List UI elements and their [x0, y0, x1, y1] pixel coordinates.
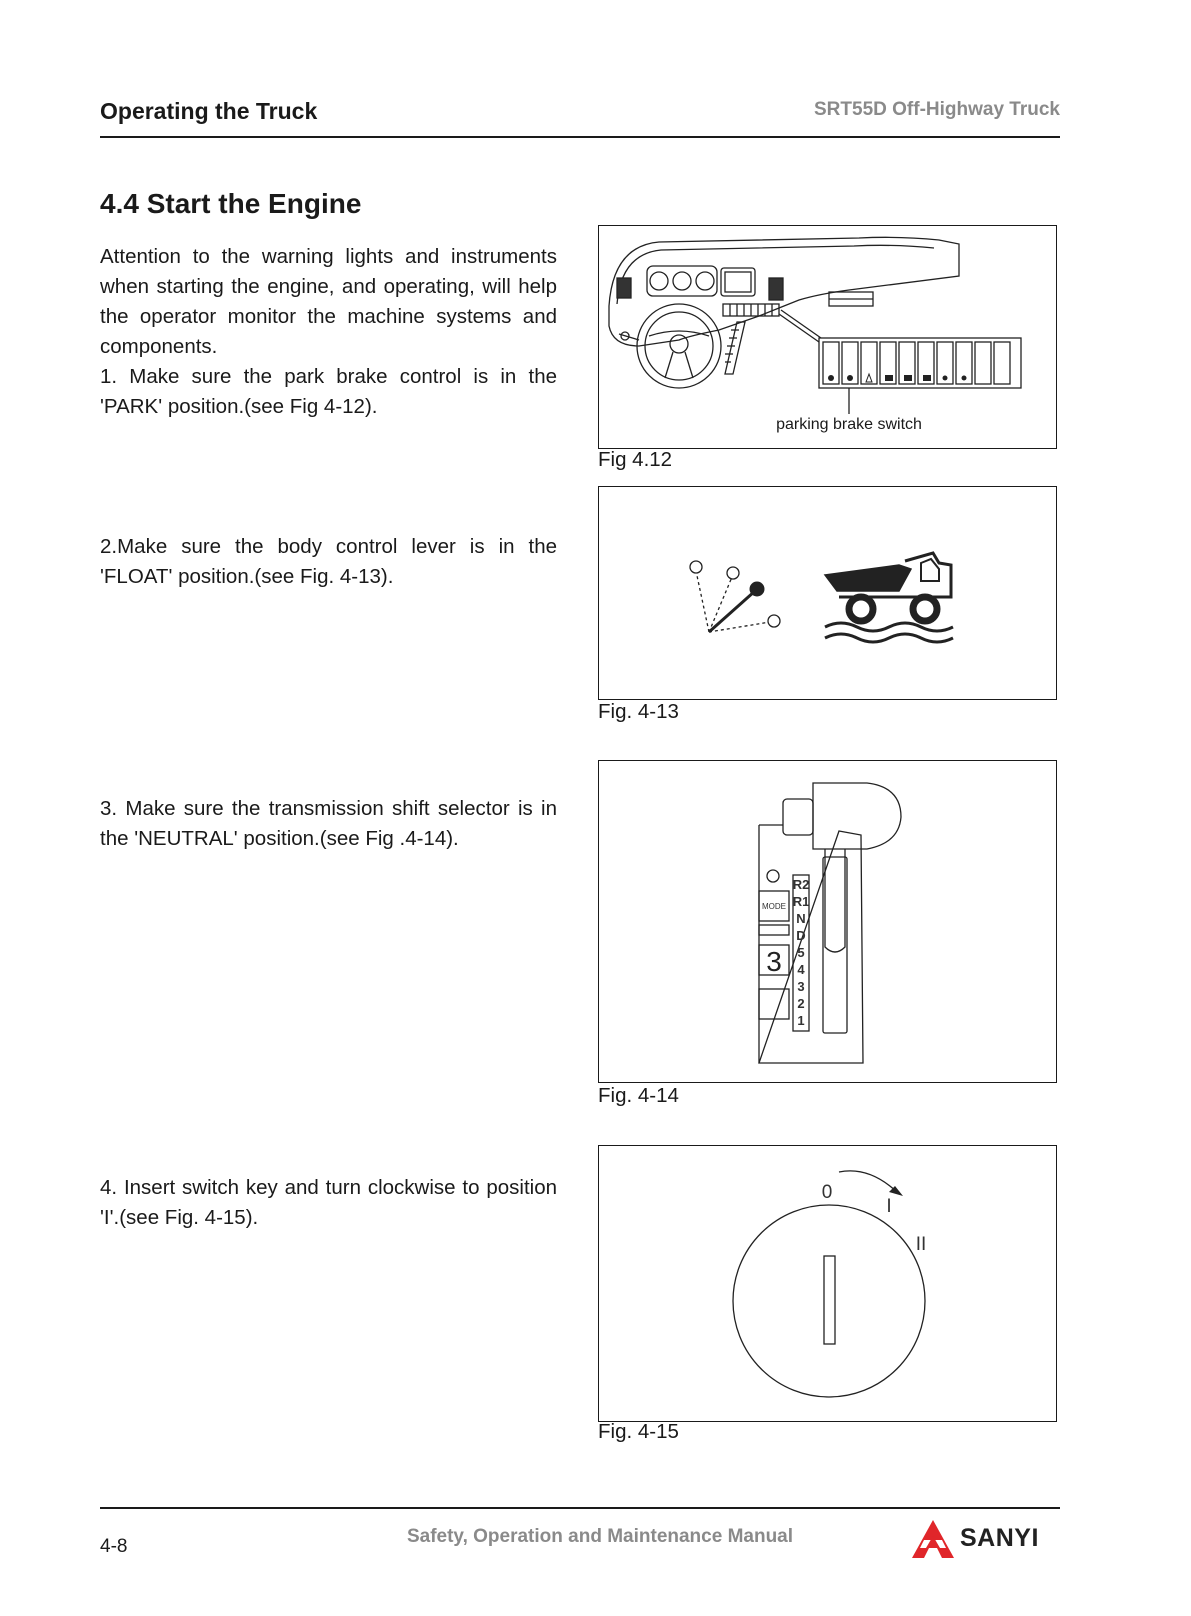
sanyi-logo: [910, 1518, 1060, 1562]
figure-4-14-caption: Fig. 4-14: [598, 1084, 679, 1107]
gear-2-label: 2: [797, 996, 805, 1011]
step-1-block: [100, 242, 557, 422]
sanyi-logo-text: SANYI: [960, 1524, 1039, 1552]
gear-display: 3: [766, 946, 782, 977]
footer-manual-title: Safety, Operation and Maintenance Manual: [406, 1526, 794, 1547]
parking-brake-switch-label: parking brake switch: [776, 416, 922, 433]
step-3-block: [100, 794, 557, 854]
step-2-block: [100, 532, 557, 592]
page-number: 4-8: [100, 1536, 128, 1557]
step-2-text: 2.Make sure the body control lever is in the 'FLOAT' position.(see Fig. 4-13).: [100, 535, 557, 588]
gear-5-label: 5: [797, 945, 805, 960]
gear-r1-label: R1: [792, 894, 810, 909]
shift-selector-illustration: [599, 761, 1056, 1082]
step-4-block: [100, 1173, 557, 1233]
figure-4-15: [598, 1145, 1057, 1422]
gear-1-label: 1: [797, 1013, 805, 1028]
dashboard-illustration: [599, 226, 1056, 448]
float-position-illustration: [599, 487, 1056, 699]
header-rule: [100, 136, 1060, 138]
mode-button-label: MODE: [762, 902, 786, 911]
key-position-I: I: [886, 1196, 892, 1217]
gear-r2-label: R2: [792, 877, 810, 892]
footer-rule: [100, 1507, 1060, 1509]
header-product-name: SRT55D Off-Highway Truck: [814, 99, 1060, 120]
gear-4-label: 4: [797, 962, 805, 977]
sanyi-logo-icon: [910, 1518, 956, 1562]
figure-4-13-caption: Fig. 4-13: [598, 700, 679, 723]
step-1-text: 1. Make sure the park brake control is in the 'PARK' position.(see Fig 4-12).: [100, 365, 557, 418]
figure-4-13: [598, 486, 1057, 700]
key-switch-illustration: [599, 1146, 1056, 1421]
step-3-text: 3. Make sure the transmission shift selector is in the 'NEUTRAL' position.(see Fig .4-14).: [100, 797, 557, 850]
figure-4-12-caption: Fig 4.12: [598, 448, 673, 471]
header-section-title: Operating the Truck: [100, 98, 318, 124]
key-position-II: II: [915, 1234, 927, 1255]
gear-n-label: N: [796, 911, 806, 926]
intro-paragraph: Attention to the warning lights and instruments when starting the engine, and operating, will help the operator monitor the machine systems and components.: [100, 245, 557, 358]
section-title: 4.4 Start the Engine: [100, 188, 362, 219]
figure-4-12: [598, 225, 1057, 449]
gear-d-label: D: [796, 928, 806, 943]
gear-3-label: 3: [797, 979, 805, 994]
key-position-0: 0: [821, 1182, 833, 1203]
step-4-text: 4. Insert switch key and turn clockwise to position 'I'.(see Fig. 4-15).: [100, 1176, 557, 1229]
figure-4-15-caption: Fig. 4-15: [598, 1420, 679, 1443]
figure-4-14: [598, 760, 1057, 1083]
